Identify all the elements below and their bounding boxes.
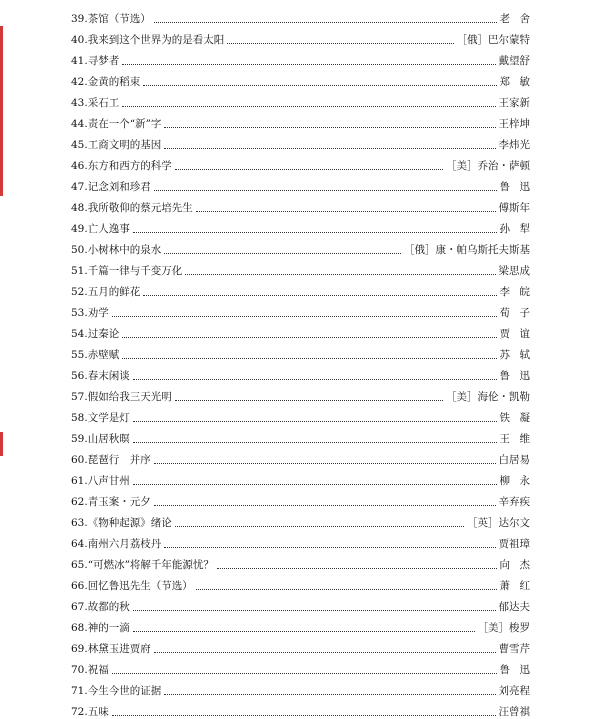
toc-entry[interactable] bbox=[71, 467, 540, 488]
toc-entry-title: 68.神的一滴 bbox=[71, 622, 130, 634]
toc-entry[interactable] bbox=[71, 530, 530, 551]
dot-leader bbox=[175, 526, 464, 527]
dot-leader bbox=[122, 358, 496, 359]
toc-entry-title: 43.采石工 bbox=[71, 97, 120, 109]
dot-leader bbox=[133, 379, 497, 380]
toc-entry-title: 47.记念刘和珍君 bbox=[71, 181, 151, 193]
toc-entry-title: 59.山居秋暝 bbox=[71, 433, 130, 445]
toc-entry-author: 老舍 bbox=[499, 13, 540, 25]
toc-entry[interactable] bbox=[71, 656, 540, 677]
toc-entry-author: 柳永 bbox=[499, 475, 540, 487]
dot-leader bbox=[164, 694, 495, 695]
toc-entry[interactable] bbox=[71, 131, 530, 152]
toc-entry-title: 57.假如给我三天光明 bbox=[71, 391, 172, 403]
dot-leader bbox=[154, 190, 497, 191]
toc-entry-author: 李皖 bbox=[499, 286, 540, 298]
dot-leader bbox=[112, 715, 496, 716]
toc-entry-title: 54.过秦论 bbox=[71, 328, 120, 340]
toc-entry-title: 45.工商文明的基因 bbox=[71, 139, 162, 151]
toc-entry-author: ［美］海伦・凯勒 bbox=[446, 391, 530, 403]
dot-leader bbox=[154, 22, 497, 23]
toc-entry-title: 55.赤壁赋 bbox=[71, 349, 120, 361]
dot-leader bbox=[112, 673, 497, 674]
toc-entry[interactable] bbox=[71, 551, 540, 572]
dot-leader bbox=[185, 274, 495, 275]
dot-leader bbox=[143, 295, 496, 296]
dot-leader bbox=[122, 106, 495, 107]
toc-entry[interactable] bbox=[71, 194, 530, 215]
toc-entry[interactable] bbox=[71, 299, 540, 320]
dot-leader bbox=[196, 589, 497, 590]
dot-leader bbox=[112, 316, 497, 317]
dot-leader bbox=[227, 43, 453, 44]
toc-entry-author: 汪曾祺 bbox=[498, 706, 530, 718]
toc-entry-title: 56.春末闲谈 bbox=[71, 370, 130, 382]
toc-entry[interactable] bbox=[71, 215, 540, 236]
toc-entry[interactable] bbox=[71, 320, 540, 341]
toc-entry[interactable] bbox=[71, 26, 530, 47]
toc-entry-author: 李炜光 bbox=[498, 139, 530, 151]
toc-entry-author: 白居易 bbox=[498, 454, 530, 466]
dot-leader bbox=[133, 421, 497, 422]
dot-leader bbox=[122, 64, 495, 65]
dot-leader bbox=[122, 337, 496, 338]
table-of-contents bbox=[71, 5, 540, 719]
toc-entry-title: 66.回忆鲁迅先生（节选） bbox=[71, 580, 193, 592]
toc-entry[interactable] bbox=[71, 404, 540, 425]
dot-leader bbox=[164, 148, 495, 149]
toc-entry[interactable] bbox=[71, 236, 530, 257]
toc-entry[interactable] bbox=[71, 173, 540, 194]
page-edge-marker bbox=[0, 26, 3, 196]
toc-entry-author: ［美］梭罗 bbox=[477, 622, 530, 634]
toc-entry-title: 51.千篇一律与千变万化 bbox=[71, 265, 183, 277]
dot-leader bbox=[143, 85, 496, 86]
dot-leader bbox=[133, 610, 496, 611]
toc-entry[interactable] bbox=[71, 89, 530, 110]
dot-leader bbox=[175, 400, 443, 401]
dot-leader bbox=[196, 211, 496, 212]
toc-entry-author: 郁达夫 bbox=[498, 601, 530, 613]
toc-entry-title: 39.茶馆（节选） bbox=[71, 13, 151, 25]
toc-entry[interactable] bbox=[71, 446, 530, 467]
toc-entry-author: ［美］乔治・萨顿 bbox=[446, 160, 530, 172]
dot-leader bbox=[133, 442, 497, 443]
toc-entry-title: 49.亡人逸事 bbox=[71, 223, 130, 235]
toc-entry[interactable] bbox=[71, 488, 530, 509]
toc-entry[interactable] bbox=[71, 278, 540, 299]
toc-entry-author: 曹雪芹 bbox=[498, 643, 530, 655]
dot-leader bbox=[133, 484, 497, 485]
toc-entry-title: 67.故都的秋 bbox=[71, 601, 130, 613]
dot-leader bbox=[164, 547, 495, 548]
toc-entry-author: 鲁迅 bbox=[499, 181, 540, 193]
toc-entry-author: 戴望舒 bbox=[498, 55, 530, 67]
toc-entry[interactable] bbox=[71, 5, 540, 26]
toc-entry[interactable] bbox=[71, 68, 540, 89]
toc-entry-author: 王家新 bbox=[498, 97, 530, 109]
toc-entry-author: 辛弃疾 bbox=[498, 496, 530, 508]
toc-entry[interactable] bbox=[71, 593, 530, 614]
dot-leader bbox=[154, 463, 496, 464]
toc-entry-title: 63.《物种起源》绪论 bbox=[71, 517, 172, 529]
dot-leader bbox=[133, 232, 497, 233]
toc-entry[interactable] bbox=[71, 110, 530, 131]
toc-entry-author: 梁思成 bbox=[498, 265, 530, 277]
toc-entry[interactable] bbox=[71, 425, 540, 446]
toc-entry-title: 48.我所敬仰的蔡元培先生 bbox=[71, 202, 193, 214]
toc-entry-title: 71.今生今世的证据 bbox=[71, 685, 162, 697]
toc-entry[interactable] bbox=[71, 509, 530, 530]
toc-entry-title: 53.劝学 bbox=[71, 307, 109, 319]
toc-entry-title: 40.我来到这个世界为的是看太阳 bbox=[71, 34, 225, 46]
toc-entry-author: 萧红 bbox=[499, 580, 540, 592]
toc-entry-author: 刘亮程 bbox=[498, 685, 530, 697]
dot-leader bbox=[164, 253, 401, 254]
toc-entry[interactable] bbox=[71, 152, 530, 173]
toc-entry-title: 65.“可燃冰”将解千年能源忧？ bbox=[71, 559, 214, 571]
toc-entry-author: 郑敏 bbox=[499, 76, 540, 88]
dot-leader bbox=[175, 169, 443, 170]
toc-entry[interactable] bbox=[71, 635, 530, 656]
toc-entry[interactable] bbox=[71, 572, 540, 593]
dot-leader bbox=[164, 127, 495, 128]
toc-entry[interactable] bbox=[71, 677, 530, 698]
toc-entry-title: 72.五味 bbox=[71, 706, 109, 718]
toc-entry-title: 62.青玉案・元夕 bbox=[71, 496, 151, 508]
toc-entry-author: ［俄］巴尔蒙特 bbox=[456, 34, 530, 46]
toc-entry-title: 41.寻梦者 bbox=[71, 55, 120, 67]
toc-entry[interactable] bbox=[71, 341, 540, 362]
toc-entry-title: 70.祝福 bbox=[71, 664, 109, 676]
toc-entry-title: 52.五月的鲜花 bbox=[71, 286, 141, 298]
toc-entry[interactable] bbox=[71, 698, 530, 719]
toc-entry-title: 61.八声甘州 bbox=[71, 475, 130, 487]
page-edge-marker bbox=[0, 432, 3, 456]
dot-leader bbox=[154, 505, 496, 506]
toc-entry-title: 42.金黄的稻束 bbox=[71, 76, 141, 88]
toc-entry-author: ［俄］康・帕乌斯托夫斯基 bbox=[404, 244, 530, 256]
toc-entry-title: 46.东方和西方的科学 bbox=[71, 160, 172, 172]
toc-entry[interactable] bbox=[71, 362, 540, 383]
toc-entry-author: ［英］达尔文 bbox=[467, 517, 530, 529]
toc-entry-author: 鲁迅 bbox=[499, 370, 540, 382]
toc-entry-author: 王梓坤 bbox=[498, 118, 530, 130]
toc-entry[interactable] bbox=[71, 47, 530, 68]
toc-entry-title: 64.南州六月荔枝丹 bbox=[71, 538, 162, 550]
toc-entry-author: 孙犁 bbox=[499, 223, 540, 235]
toc-entry[interactable] bbox=[71, 257, 530, 278]
toc-entry-author: 傅斯年 bbox=[498, 202, 530, 214]
toc-entry[interactable] bbox=[71, 614, 530, 635]
toc-entry-title: 60.琵琶行 并序 bbox=[71, 454, 151, 466]
toc-entry-title: 50.小树林中的泉水 bbox=[71, 244, 162, 256]
toc-entry-author: 铁凝 bbox=[499, 412, 540, 424]
toc-entry-title: 58.文学是灯 bbox=[71, 412, 130, 424]
toc-entry[interactable] bbox=[71, 383, 530, 404]
toc-entry-author: 荀子 bbox=[499, 307, 540, 319]
toc-entry-author: 贾祖璋 bbox=[498, 538, 530, 550]
toc-entry-title: 44.责在一个“新”字 bbox=[71, 118, 162, 130]
toc-entry-title: 69.林黛玉进贾府 bbox=[71, 643, 151, 655]
toc-entry-author: 王维 bbox=[499, 433, 540, 445]
dot-leader bbox=[133, 631, 475, 632]
toc-entry-author: 向杰 bbox=[499, 559, 540, 571]
dot-leader bbox=[154, 652, 496, 653]
toc-entry-author: 贾谊 bbox=[499, 328, 540, 340]
toc-entry-author: 苏轼 bbox=[499, 349, 540, 361]
toc-entry-author: 鲁迅 bbox=[499, 664, 540, 676]
dot-leader bbox=[217, 568, 497, 569]
